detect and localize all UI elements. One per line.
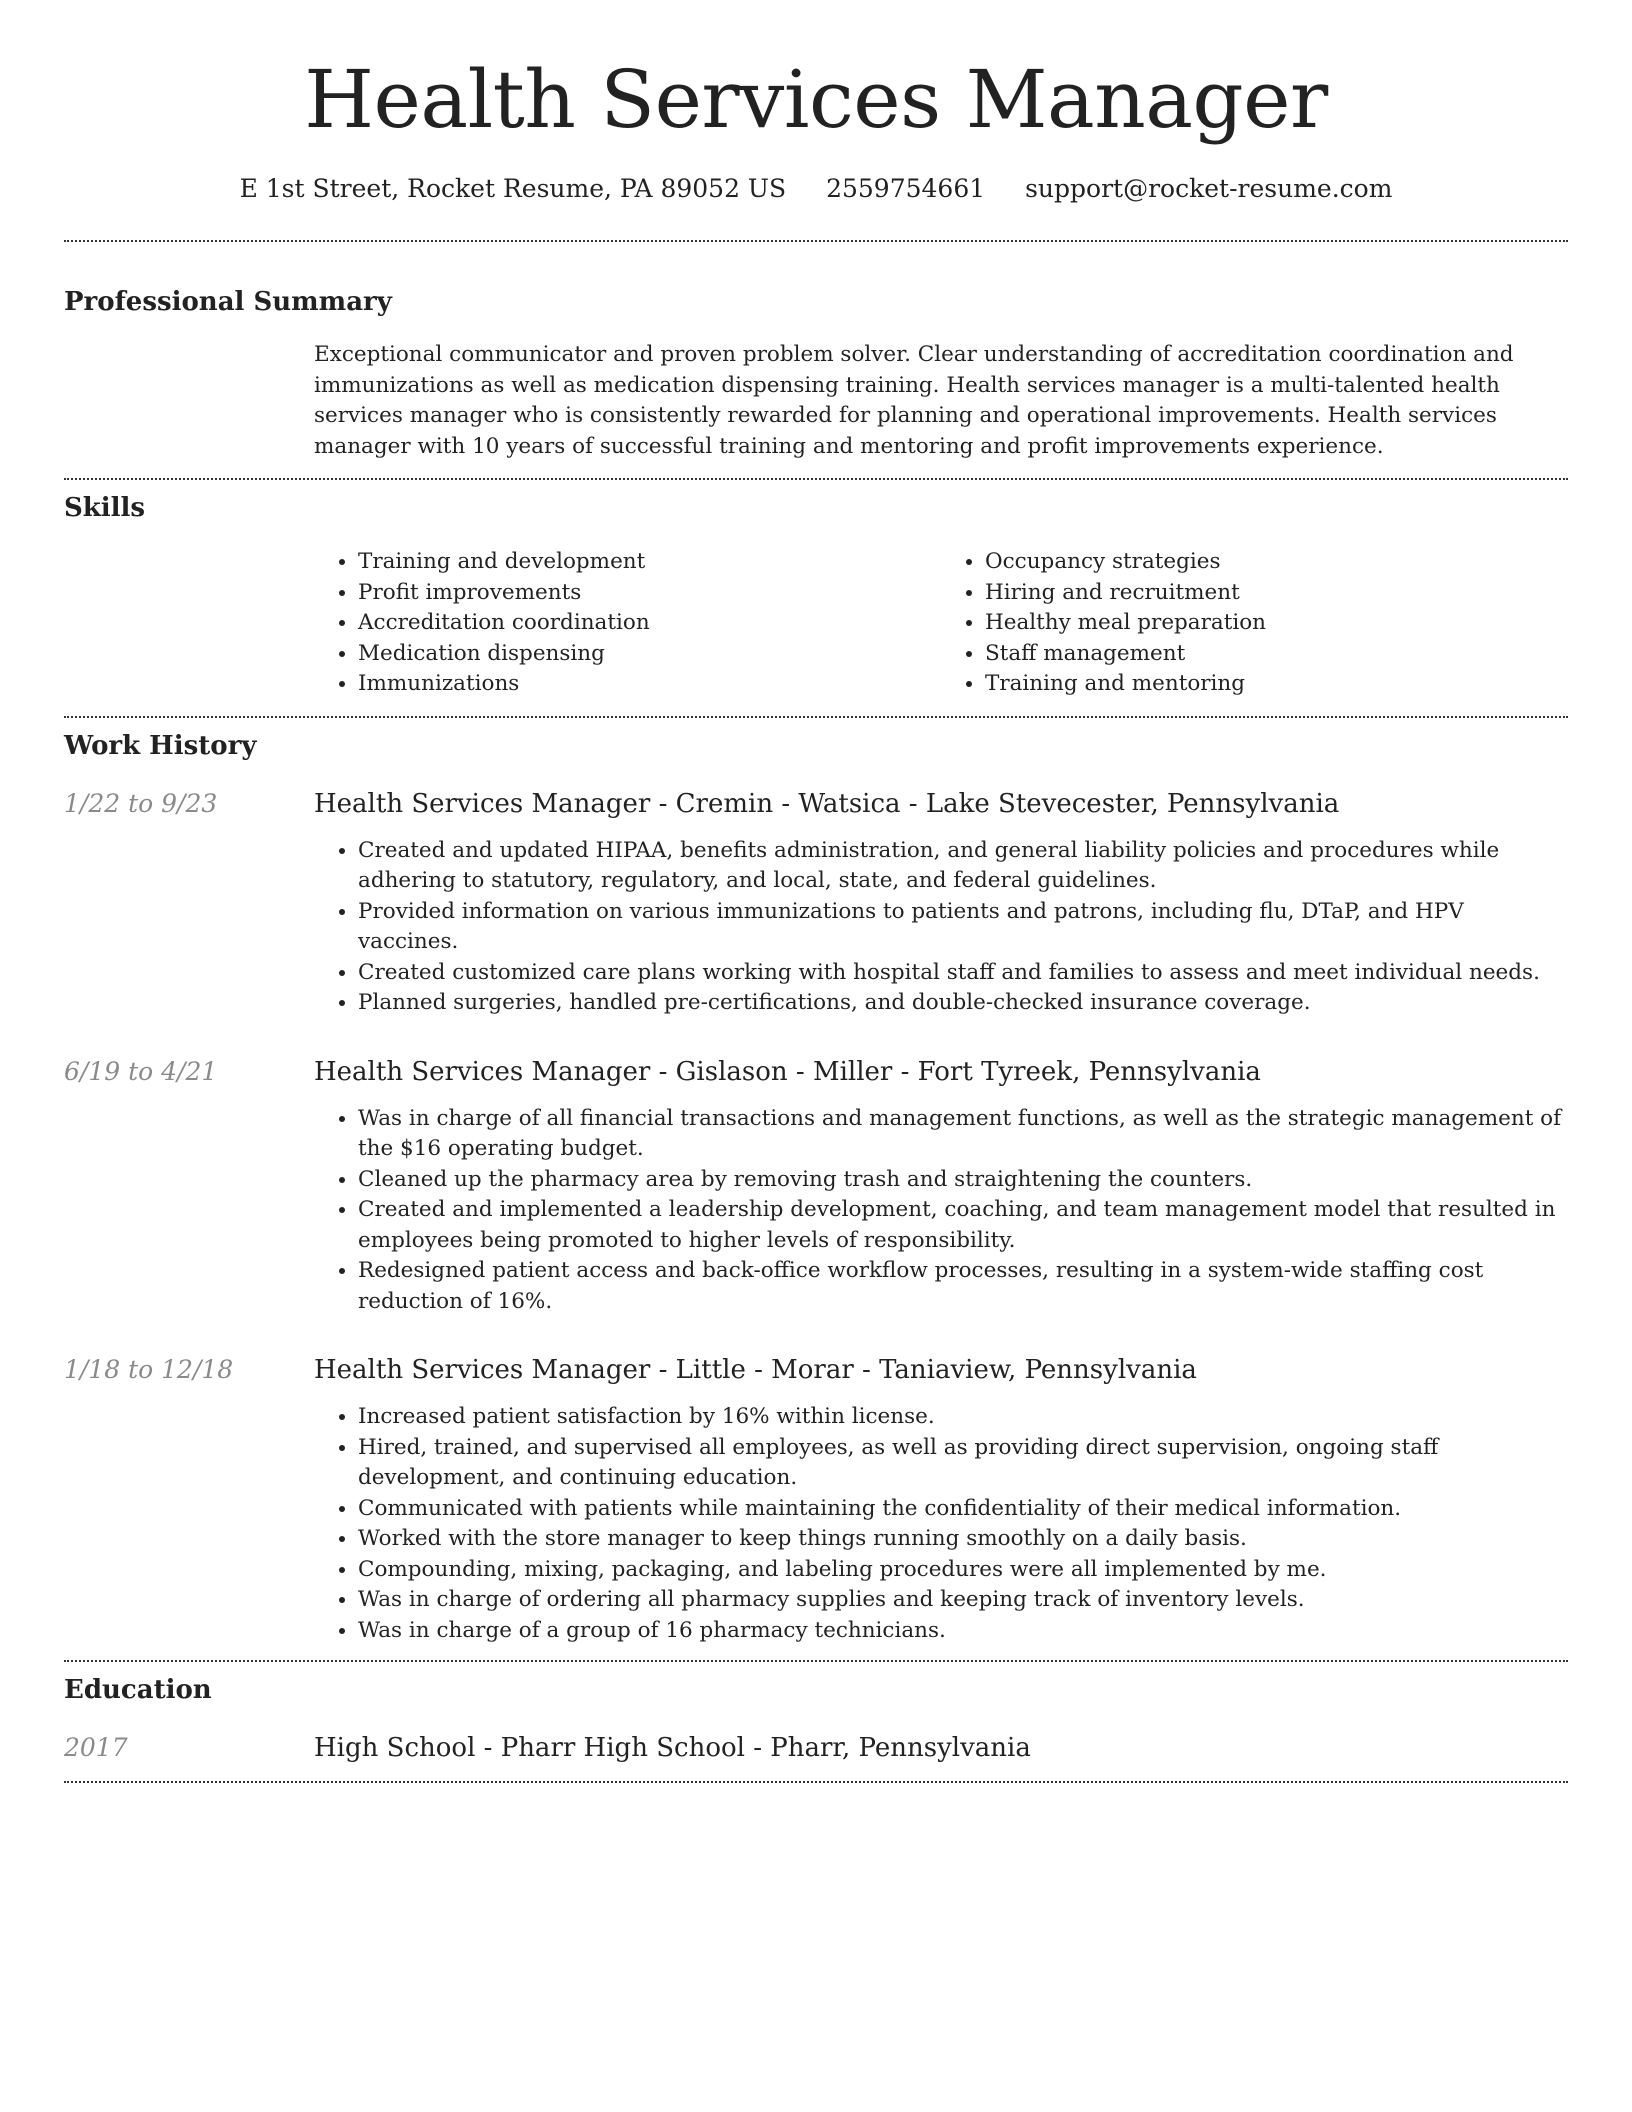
- job-bullet: • Was in charge of all financial transactions and management functions, as well as the strategic management of the $16 operating budget.: [358, 1104, 1568, 1165]
- job-entry: [64, 1056, 1568, 1318]
- contact-line: [64, 172, 1568, 206]
- skills-section: [64, 492, 1568, 700]
- job-heading: Health Services Manager - Cremin - Watsica - Lake Stevecester, Pennsylvania: [314, 788, 1340, 819]
- education-divider: [64, 1781, 1568, 1783]
- job-bullet: • Created and updated HIPAA, benefits administration, and general liability policies and procedures while adhering to statutory, regulatory, and local, state, and federal guidelines.: [358, 836, 1568, 897]
- job-dates: 1/18 to 12/18: [64, 1355, 234, 1384]
- skill-item: • Accreditation coordination: [358, 608, 941, 639]
- contact-email: support@rocket-resume.com: [1025, 174, 1393, 203]
- work-section: [64, 730, 1568, 1647]
- job-bullet: • Communicated with patients while maintaining the confidentiality of their medical information.: [358, 1494, 1568, 1525]
- job-heading: Health Services Manager - Little - Morar - Taniaview, Pennsylvania: [314, 1355, 1197, 1385]
- contact-address: E 1st Street, Rocket Resume, PA 89052 US: [239, 174, 787, 203]
- skill-item: • Occupancy strategies: [985, 547, 1568, 578]
- skills-row: [64, 547, 1568, 700]
- skill-item: • Profit improvements: [358, 578, 941, 609]
- summary-divider: [64, 478, 1568, 480]
- job-heading: Health Services Manager - Gislason - Miller - Fort Tyreek, Pennsylvania: [314, 1056, 1261, 1087]
- job-bullets: [314, 1402, 1568, 1646]
- job-bullet: • Redesigned patient access and back-office workflow processes, resulting in a system-wide staffing cost reduction of 16%.: [358, 1256, 1568, 1317]
- resume-page: [64, 0, 1568, 1783]
- job-dates: 1/22 to 9/23: [64, 788, 218, 818]
- education-heading: High School - Pharr High School - Pharr, Pennsylvania: [314, 1733, 1031, 1763]
- work-divider: [64, 1660, 1568, 1662]
- education-title: Education: [64, 1675, 212, 1705]
- work-title: Work History: [64, 730, 257, 761]
- job-dates: 6/19 to 4/21: [64, 1056, 218, 1086]
- job-entry: [64, 788, 1568, 1019]
- job-entry: [64, 1354, 1568, 1646]
- skills-divider: [64, 716, 1568, 718]
- job-bullet: • Planned surgeries, handled pre-certifications, and double-checked insurance coverage.: [358, 988, 1568, 1019]
- skills-list-left: [314, 547, 941, 700]
- job-bullet: • Provided information on various immunizations to patients and patrons, including flu, DTaP, and HPV vaccines.: [358, 897, 1568, 958]
- contact-divider: [64, 240, 1568, 242]
- skill-item: • Staff management: [985, 639, 1568, 670]
- skill-item: • Hiring and recruitment: [985, 578, 1568, 609]
- job-bullets: [314, 1104, 1568, 1318]
- resume-name: Health Services Manager: [304, 53, 1328, 146]
- job-bullet: • Was in charge of a group of 16 pharmacy technicians.: [358, 1616, 1568, 1647]
- summary-title: Professional Summary: [64, 287, 392, 317]
- job-bullet: • Compounding, mixing, packaging, and labeling procedures were all implemented by me.: [358, 1555, 1568, 1586]
- job-bullet: • Increased patient satisfaction by 16% within license.: [358, 1402, 1568, 1433]
- skills-list-right: [941, 547, 1568, 700]
- summary-text: Exceptional communicator and proven problem solver. Clear understanding of accreditation coordination and immunizations as well as medication dispensing training. Health services manager is a multi-talented health services manager who is consistently rewarded for planning and operational improvements. Health services manager with 10 years of successful training and mentoring and profit improvements experience.: [314, 342, 1514, 459]
- job-bullet: • Cleaned up the pharmacy area by removing trash and straightening the counters.: [358, 1165, 1568, 1196]
- skill-item: • Training and mentoring: [985, 669, 1568, 700]
- education-entry: [64, 1732, 1568, 1764]
- job-bullet: • Worked with the store manager to keep things running smoothly on a daily basis.: [358, 1524, 1568, 1555]
- job-bullet: • Created and implemented a leadership development, coaching, and team management model that resulted in employees being promoted to higher levels of responsibility.: [358, 1195, 1568, 1256]
- job-bullets: [314, 836, 1568, 1019]
- contact-phone: 2559754661: [826, 174, 986, 203]
- job-bullet: • Was in charge of ordering all pharmacy supplies and keeping track of inventory levels.: [358, 1585, 1568, 1616]
- skill-item: • Immunizations: [358, 669, 941, 700]
- education-year: 2017: [64, 1733, 128, 1762]
- job-bullet: • Created customized care plans working with hospital staff and families to assess and meet individual needs.: [358, 958, 1568, 989]
- summary-row: [64, 340, 1568, 462]
- job-bullet: • Hired, trained, and supervised all employees, as well as providing direct supervision, ongoing staff development, and continuing education.: [358, 1433, 1568, 1494]
- skill-item: • Healthy meal preparation: [985, 608, 1568, 639]
- skill-item: • Medication dispensing: [358, 639, 941, 670]
- skills-title: Skills: [64, 493, 146, 523]
- skill-item: • Training and development: [358, 547, 941, 578]
- summary-section: [64, 286, 1568, 462]
- education-section: [64, 1674, 1568, 1764]
